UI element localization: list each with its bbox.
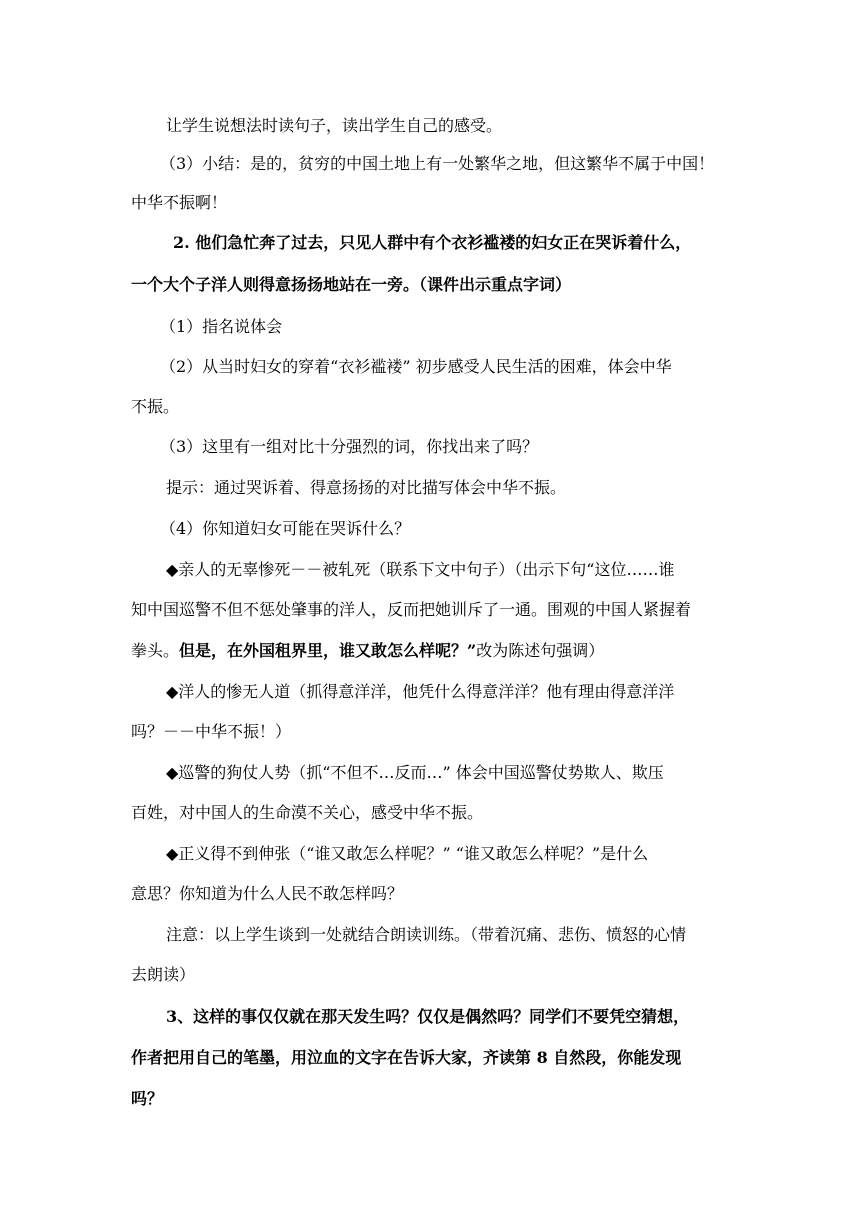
section-heading-line: 3、这样的事仅仅就在那天发生吗？仅仅是偶然吗？同学们不要凭空猜想， [166, 1007, 690, 1026]
paragraph-line: ◆巡警的狗仗人势（抓“不但不…反而…” 体会中国巡警仗势欺人、欺压 [166, 763, 664, 782]
paragraph-line: 意思？你知道为什么人民不敢怎样吗？ [131, 884, 404, 903]
emphasized-sentence: 但是，在外国租界里，谁又敢怎么样呢？” [179, 641, 477, 660]
paragraph-line: ◆亲人的无辜惨死－－被轧死（联系下文中句子）（出示下句“这位……谁 [166, 560, 675, 579]
paragraph-line: 不振。 [131, 397, 180, 416]
paragraph-line: （1）指名说体会 [160, 317, 283, 336]
paragraph-line: 提示：通过哭诉着、得意扬扬的对比描写体会中华不振。 [166, 478, 567, 497]
section-heading-line: 2. 他们急忙奔了过去，只见人群中有个衣衫褴褛的妇女正在哭诉着什么， [173, 233, 692, 252]
paragraph-text: 拳头。 [131, 641, 180, 660]
paragraph-text: 改为陈述句强调） [476, 641, 605, 660]
section-heading-line: 吗？ [131, 1089, 164, 1108]
paragraph-line: 去朗读） [131, 965, 196, 984]
paragraph-line: （2）从当时妇女的穿着“衣衫褴褛” 初步感受人民生活的困难，体会中华 [160, 357, 672, 376]
paragraph-line: 注意：以上学生谈到一处就结合朗读训练。（带着沉痛、悲伤、愤怒的心情 [166, 925, 687, 944]
paragraph-line: （3）小结：是的，贫穷的中国土地上有一处繁华之地，但这繁华不属于中国！ [160, 154, 715, 173]
paragraph-line: 知中国巡警不但不惩处肇事的洋人，反而把她训斥了一通。围观的中国人紧握着 [131, 600, 692, 619]
section-heading-line: 作者把用自己的笔墨，用泣血的文字在告诉大家，齐读第 8 自然段，你能发现 [131, 1048, 682, 1067]
paragraph-line: 中华不振啊！ [131, 193, 228, 212]
paragraph-line: ◆洋人的惨无人道（抓得意洋洋，他凭什么得意洋洋？他有理由得意洋洋 [166, 682, 675, 701]
paragraph-line: （4）你知道妇女可能在哭诉什么？ [160, 519, 411, 538]
paragraph-line-start [131, 641, 604, 661]
paragraph-line: 让学生说想法时读句子，读出学生自己的感受。 [166, 116, 503, 135]
paragraph-line: 百姓，对中国人的生命漠不关心，感受中华不振。 [131, 803, 484, 822]
paragraph-line: ◆正义得不到伸张（“谁又敢怎么样呢？” “谁又敢怎么样呢？”是什么 [166, 844, 649, 863]
section-heading-line: 一个大个子洋人则得意扬扬地站在一旁。（课件出示重点字词） [131, 275, 572, 294]
paragraph-line: 吗？－－中华不振！） [131, 722, 292, 741]
paragraph-line: （3）这里有一组对比十分强烈的词，你找出来了吗？ [160, 437, 539, 456]
